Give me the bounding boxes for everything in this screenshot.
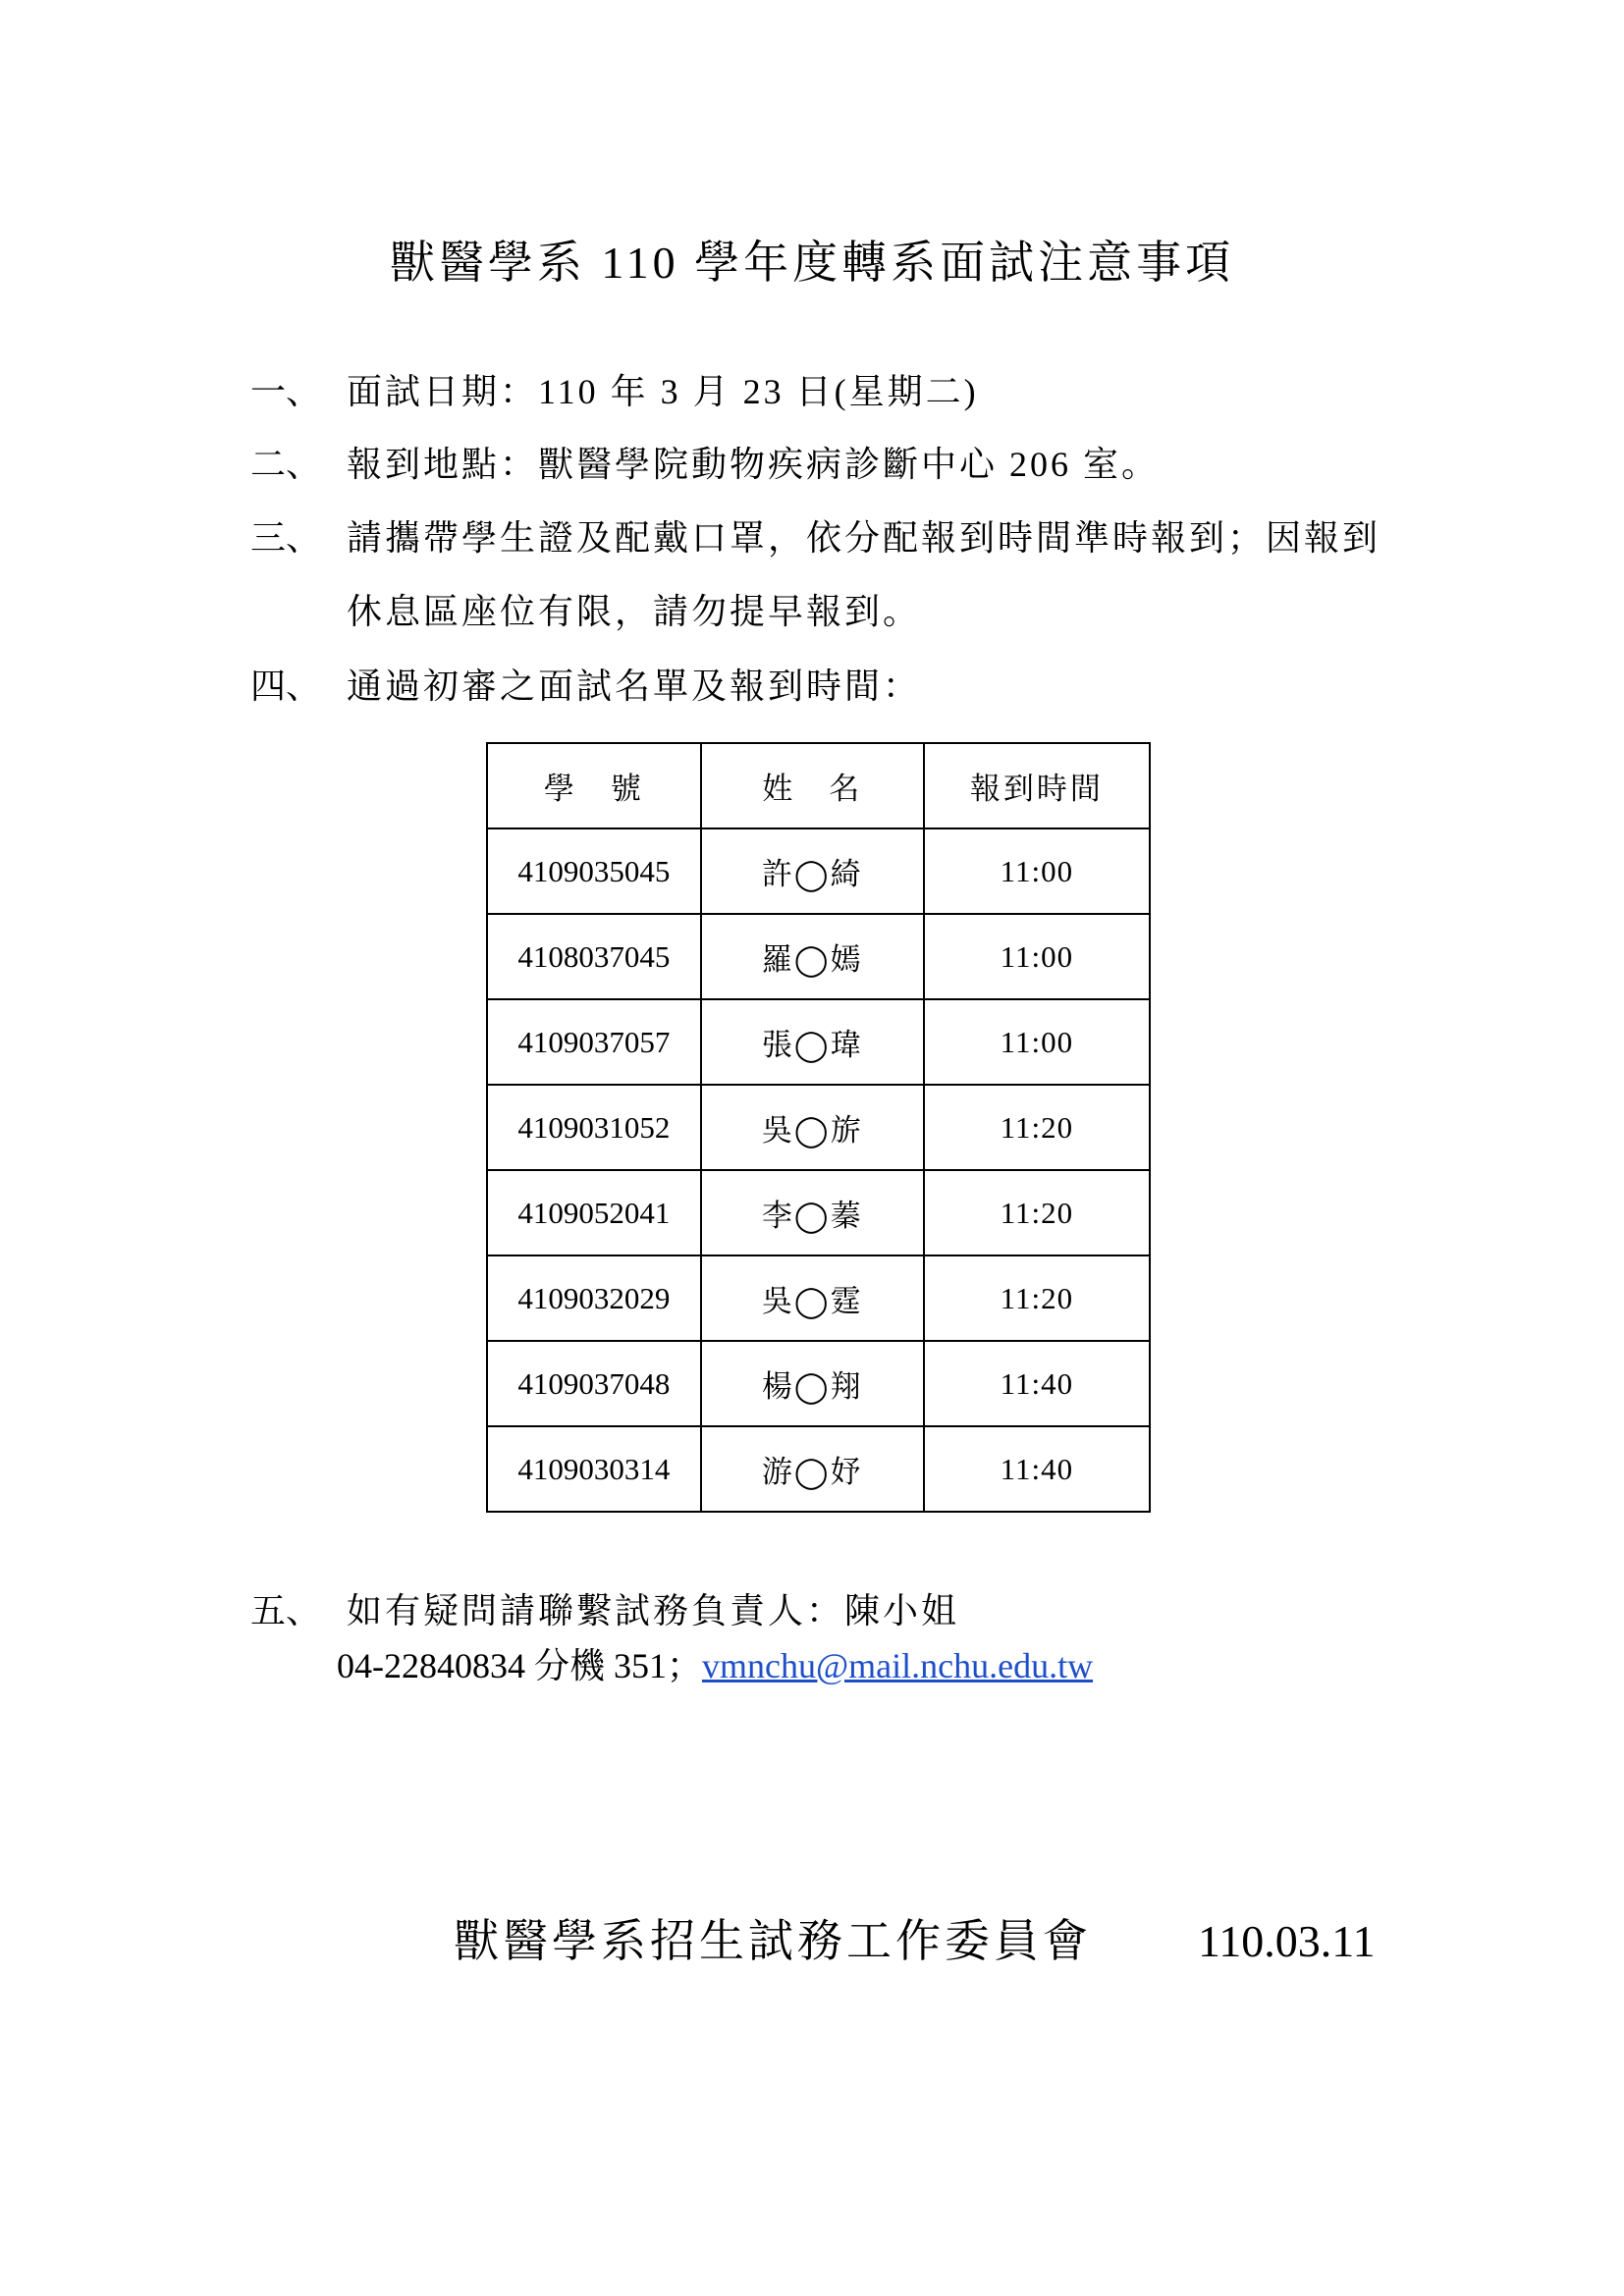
cell-name: 許◯綺 <box>701 828 924 914</box>
cell-report-time: 11:20 <box>924 1085 1150 1170</box>
table-row <box>487 1255 1150 1341</box>
cell-student-id: 4109037057 <box>487 999 701 1085</box>
item-number: 五、 <box>250 1591 322 1630</box>
item-text: 請攜帶學生證及配戴口罩，依分配報到時間準時報到；因報到 <box>347 518 1381 558</box>
header-report-time: 報到時間 <box>924 743 1150 828</box>
cell-name: 楊◯翔 <box>701 1341 924 1426</box>
table-row <box>487 1426 1150 1512</box>
cell-report-time: 11:20 <box>924 1170 1150 1255</box>
cell-report-time: 11:00 <box>924 914 1150 999</box>
cell-name: 李◯蓁 <box>701 1170 924 1255</box>
contact-email-link[interactable]: vmnchu@mail.nchu.edu.tw <box>702 1646 1094 1685</box>
contact-details <box>337 1645 1093 1687</box>
footer <box>454 1914 1376 1968</box>
cell-student-id: 4109031052 <box>487 1085 701 1170</box>
item-requirements <box>250 517 1380 560</box>
item-requirements-continuation: 休息區座位有限，請勿提早報到。 <box>347 592 922 631</box>
item-contact <box>250 1590 959 1632</box>
item-text: 通過初審之面試名單及報到時間： <box>347 667 922 706</box>
item-text: 如有疑問請聯繫試務負責人：陳小姐 <box>347 1591 960 1630</box>
page-title: 獸醫學系 110 學年度轉系面試注意事項 <box>389 238 1235 288</box>
footer-committee: 獸醫學系招生試務工作委員會 <box>454 1916 1092 1966</box>
item-number: 一、 <box>250 372 322 411</box>
header-name: 姓 名 <box>701 743 924 828</box>
interview-roster-table <box>486 742 1151 1513</box>
contact-phone: 04-22840834 分機 351； <box>337 1646 702 1685</box>
cell-report-time: 11:00 <box>924 999 1150 1085</box>
cell-report-time: 11:20 <box>924 1255 1150 1341</box>
cell-student-id: 4109032029 <box>487 1255 701 1341</box>
item-number: 二、 <box>250 445 322 484</box>
item-number: 四、 <box>250 667 322 706</box>
cell-student-id: 4109052041 <box>487 1170 701 1255</box>
table-row <box>487 999 1150 1085</box>
cell-name: 吳◯霆 <box>701 1255 924 1341</box>
table-row <box>487 1341 1150 1426</box>
cell-student-id: 4108037045 <box>487 914 701 999</box>
cell-report-time: 11:40 <box>924 1341 1150 1426</box>
cell-report-time: 11:40 <box>924 1426 1150 1512</box>
cell-student-id: 4109035045 <box>487 828 701 914</box>
cell-name: 游◯妤 <box>701 1426 924 1512</box>
item-report-location <box>250 444 1160 486</box>
cell-student-id: 4109037048 <box>487 1341 701 1426</box>
table-row <box>487 828 1150 914</box>
table-row <box>487 1085 1150 1170</box>
item-text: 面試日期：110 年 3 月 23 日(星期二) <box>347 372 979 411</box>
table-header-row <box>487 743 1150 828</box>
item-interview-date <box>250 371 979 413</box>
table-row <box>487 914 1150 999</box>
footer-date: 110.03.11 <box>1198 1916 1376 1966</box>
item-text: 報到地點：獸醫學院動物疾病診斷中心 206 室。 <box>347 445 1161 484</box>
cell-name: 羅◯嫣 <box>701 914 924 999</box>
cell-report-time: 11:00 <box>924 828 1150 914</box>
cell-name: 張◯瑋 <box>701 999 924 1085</box>
header-student-id: 學 號 <box>487 743 701 828</box>
item-interview-list <box>250 666 921 708</box>
cell-name: 吳◯旂 <box>701 1085 924 1170</box>
item-number: 三、 <box>250 518 322 558</box>
cell-student-id: 4109030314 <box>487 1426 701 1512</box>
table-row <box>487 1170 1150 1255</box>
